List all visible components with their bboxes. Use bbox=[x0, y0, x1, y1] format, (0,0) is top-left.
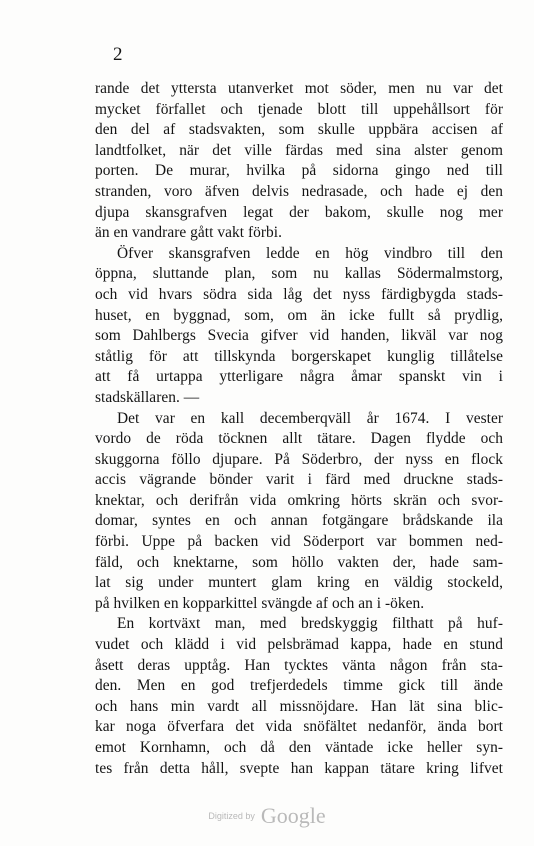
text-line: öppna, sluttande plan, som nu kallas Södermalmstorg, bbox=[95, 265, 503, 283]
watermark-brand: Google bbox=[260, 803, 326, 828]
text-line: En kortväxt man, med bredskyggig filthatt på huf- bbox=[117, 615, 503, 633]
text-line: huset, en byggnad, som, om än icke fullt så prydlig, bbox=[95, 306, 503, 324]
text-line: fäld, och knektarne, som höllo vakten der, hade sam- bbox=[95, 553, 503, 571]
text-line: ståtlig för att tillskynda borgerskapet kunglig tillåtelse bbox=[95, 347, 503, 365]
text-line: den del af stadsvakten, som skulle uppbära accisen af bbox=[95, 121, 503, 139]
text-line: den. Men en god trefjerdedels timme gick till ände bbox=[95, 677, 503, 695]
text-line: och vid hvars södra sida låg det nyss färdigbygda stads- bbox=[95, 285, 503, 303]
digitization-watermark bbox=[0, 803, 534, 829]
text-line: lat sig under muntert glam kring en väldig stockeld, bbox=[95, 574, 503, 592]
text-line: vordo de röda töcknen allt tätare. Dagen flydde och bbox=[95, 430, 503, 448]
text-line: domar, syntes en och annan fotgängare brådskande ila bbox=[95, 512, 503, 530]
text-line: vudet och klädd i vid pelsbrämad kappa, hade en stund bbox=[95, 636, 503, 654]
text-line: kar noga öfverfara det vida snöfältet nedanför, ända bort bbox=[95, 718, 503, 736]
text-line: djupa skansgrafven legat der bakom, skulle nog mer bbox=[95, 203, 503, 221]
text-line: stranden, voro äfven delvis nedrasade, och hade ej den bbox=[95, 182, 503, 200]
text-line: och hans min vardt all missnöjdare. Han lät sina blic- bbox=[95, 697, 503, 715]
text-line: knektar, och derifrån vida omkring hörts skrän och svor- bbox=[95, 491, 503, 509]
text-line: mycket förfallet och tjenade blott till uppehållsort för bbox=[95, 100, 503, 118]
text-line: emot Kornhamn, och då den väntade icke heller syn- bbox=[95, 739, 503, 756]
text-line: Öfver skansgrafven ledde en hög vindbro till den bbox=[117, 244, 503, 262]
text-line: förbi. Uppe på backen vid Söderport var bommen ned- bbox=[95, 533, 503, 551]
text-line: rande det yttersta utanverket mot söder, men nu var det bbox=[95, 80, 503, 97]
watermark-prefix: Digitized by bbox=[208, 811, 255, 821]
text-line: tes från detta håll, svepte han kappan tätare kring lifvet bbox=[95, 759, 503, 777]
text-line: porten. De murar, hvilka på sidorna gingo ned till bbox=[95, 162, 503, 180]
text-line: Det var en kall decemberqväll år 1674. I vester bbox=[117, 409, 503, 427]
text-line: åsett deras upptåg. Han tycktes vänta någon från sta- bbox=[95, 656, 503, 674]
text-line: på hvilken en kopparkittel svängde af och an i -öken. bbox=[95, 594, 425, 612]
text-line: som Dahlbergs Svecia gifver vid handen, likväl var nog bbox=[95, 327, 503, 345]
text-line: skuggorna föllo djupare. På Söderbro, der nyss en flock bbox=[95, 450, 503, 468]
text-line: landtfolket, när det ville färdas med sina alster genom bbox=[95, 141, 503, 159]
body-text bbox=[95, 79, 503, 779]
text-line: accis vägrande bönder varit i färd med druckne stads- bbox=[95, 471, 503, 489]
text-line: än en vandrare gått vakt förbi. bbox=[95, 224, 283, 242]
text-line: stadskällaren. — bbox=[95, 388, 200, 406]
page-number: 2 bbox=[113, 44, 123, 65]
text-line: att få urtappa ytterligare några åmar spanskt vin i bbox=[95, 368, 503, 386]
